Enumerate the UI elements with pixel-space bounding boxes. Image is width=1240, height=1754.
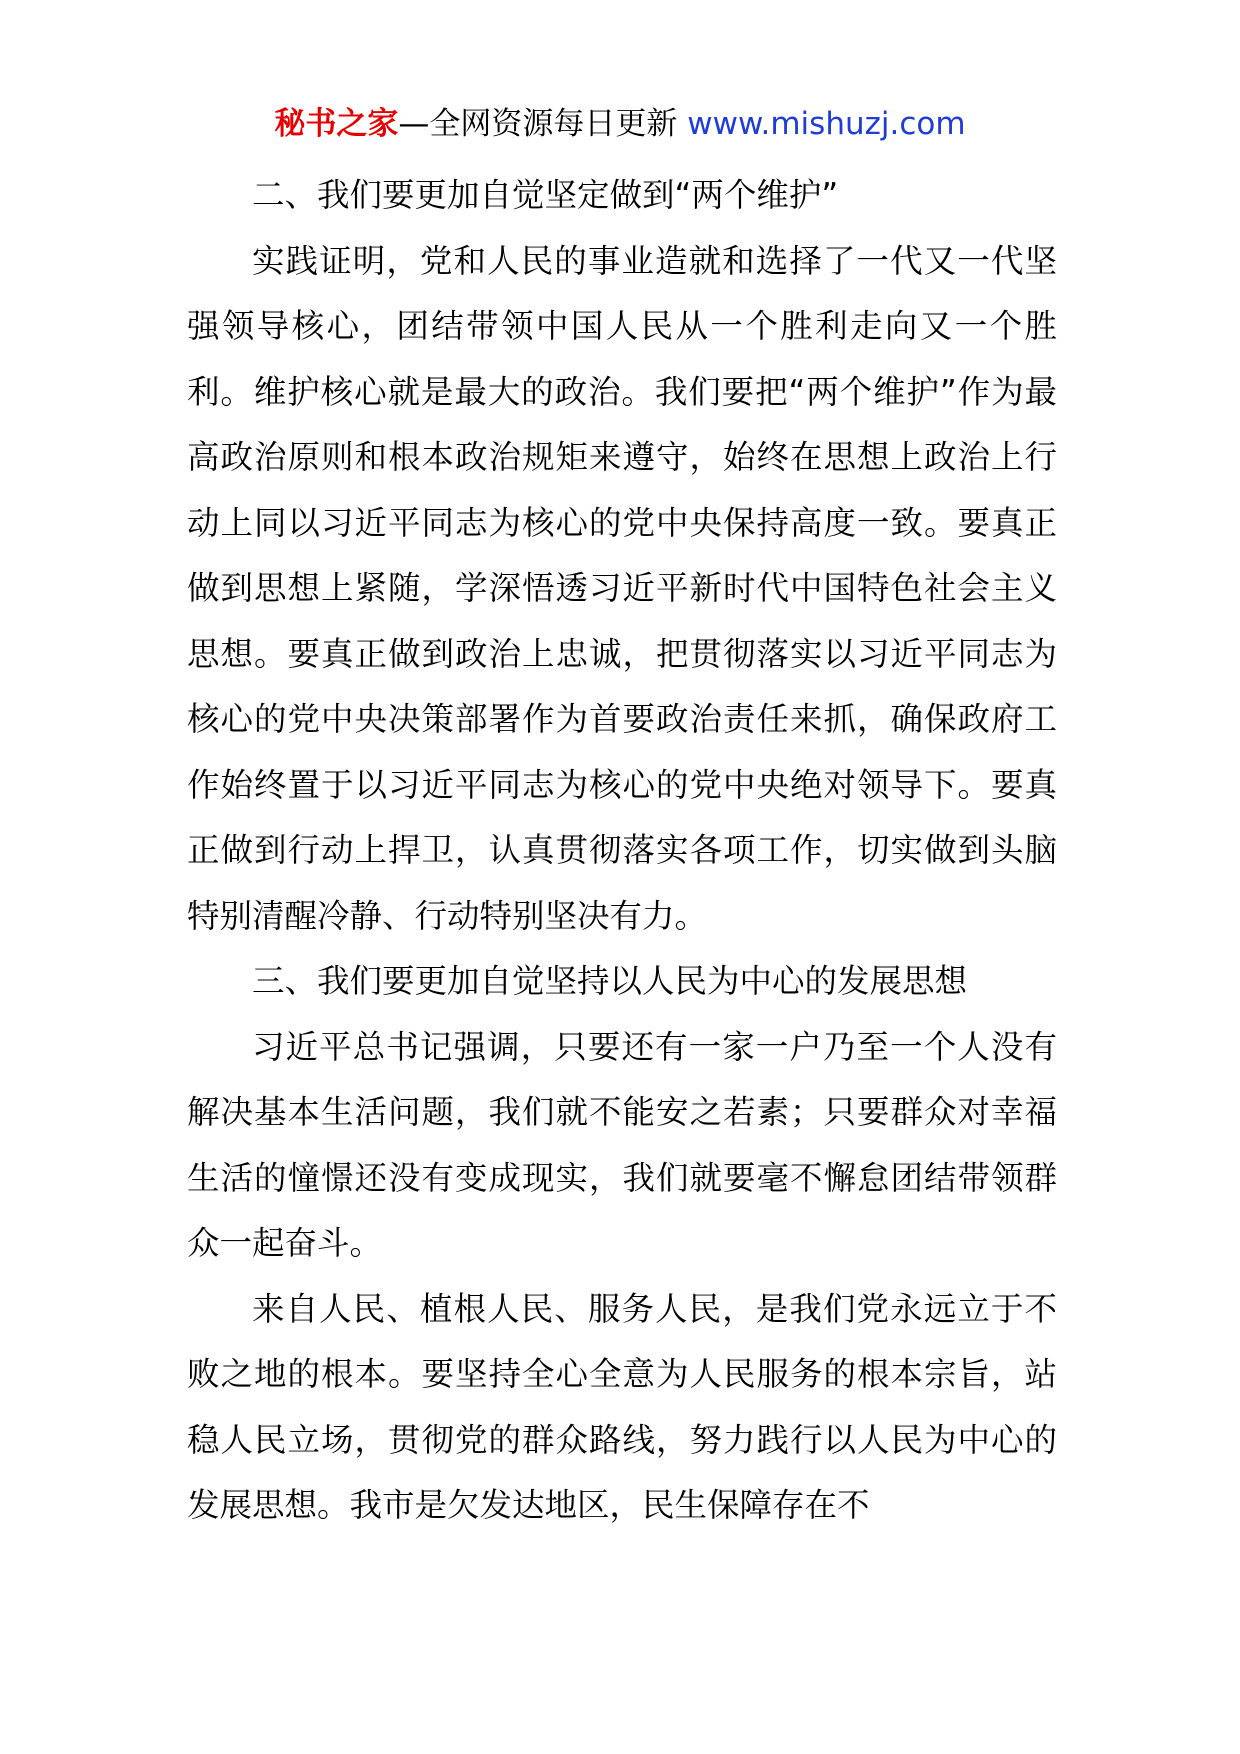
document-body <box>187 163 1057 1539</box>
paragraph: 习近平总书记强调，只要还有一家一户乃至一个人没有解决基本生活问题，我们就不能安之若素；只要群众对幸福生活的憧憬还没有变成现实，我们就要毫不懈怠团结带领群众一起奋斗。 <box>187 1027 1057 1262</box>
brand-name: 秘书之家 <box>274 106 399 142</box>
section-heading-2: 二、我们要更加自觉坚定做到“两个维护” <box>252 176 839 214</box>
paragraph: 来自人民、植根人民、服务人民，是我们党永远立于不败之地的根本。要坚持全心全意为人民服务的根本宗旨，站稳人民立场，贯彻党的群众路线，努力践行以人民为中心的发展思想。我市是欠发达地区，民生保障存在不 <box>187 1289 1057 1524</box>
page-header <box>0 100 1240 148</box>
header-tagline: —全网资源每日更新 <box>398 106 688 142</box>
website-url[interactable]: www.mishuzj.com <box>687 106 966 142</box>
paragraph: 实践证明，党和人民的事业造就和选择了一代又一代坚强领导核心，团结带领中国人民从一个胜利走向又一个胜利。维护核心就是最大的政治。我们要把“两个维护”作为最高政治原则和根本政治规矩来遵守，始终在思想上政治上行动上同以习近平同志为核心的党中央保持高度一致。要真正做到思想上紧随，学深悟透习近平新时代中国特色社会主义思想。要真正做到政治上忠诚，把贯彻落实以习近平同志为核心的党中央决策部署作为首要政治责任来抓，确保政府工作始终置于以习近平同志为核心的党中央绝对领导下。要真正做到行动上捍卫，认真贯彻落实各项工作，切实做到头脑特别清醒冷静、行动特别坚决有力。 <box>187 241 1057 935</box>
section-heading-3: 三、我们要更加自觉坚持以人民为中心的发展思想 <box>252 962 968 1000</box>
